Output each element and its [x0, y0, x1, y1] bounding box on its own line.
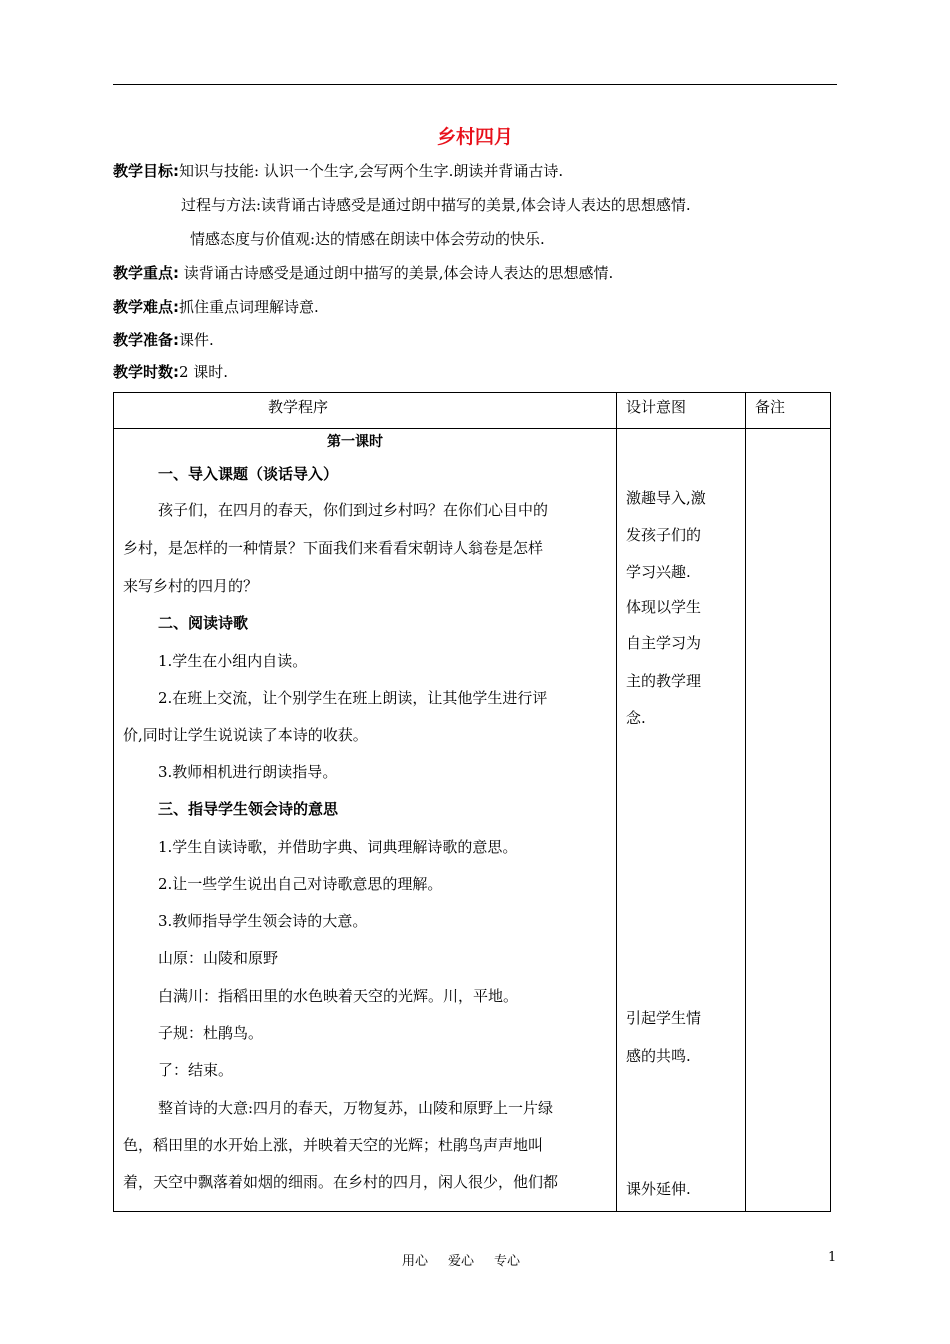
section-2-heading: 二、阅读诗歌 [158, 614, 249, 632]
difficulty-text: 抓住重点词理解诗意. [179, 298, 319, 316]
key-point-line [113, 262, 613, 283]
intent-1-line-6: 主的教学理 [626, 672, 702, 690]
footer-motto-3: 专心 [494, 1254, 521, 1269]
difficulty-label: 教学难点: [113, 298, 179, 316]
table-column-divider-1 [616, 392, 617, 1212]
key-point-label: 教学重点: [113, 264, 179, 282]
header-notes: 备注 [755, 398, 786, 416]
section-2-item-2-line-1: 2.在班上交流，让个别学生在班上朗读，让其他学生进行评 [158, 689, 548, 707]
intro-paragraph-line-3: 来写乡村的四月的？ [123, 577, 259, 595]
section-3-item-3: 3.教师指导学生领会诗的大意。 [158, 912, 368, 930]
objectives-label: 教学目标: [113, 162, 179, 180]
footer-motto-2: 爱心 [448, 1254, 475, 1269]
gloss-shanyuan: 山原：山陵和原野 [158, 949, 279, 967]
gloss-liao: 了：结束。 [158, 1061, 234, 1079]
hours-label: 教学时数: [113, 363, 179, 381]
table-header-divider [113, 428, 831, 429]
objectives-emotion: 情感态度与价值观:达的情感在朗读中体会劳动的快乐. [190, 230, 545, 248]
lesson-heading: 第一课时 [327, 434, 383, 450]
key-point-text: 读背诵古诗感受是通过朗中描写的美景,体会诗人表达的思想感情. [179, 264, 614, 282]
summary-line-2: 色，稻田里的水开始上涨，并映着天空的光辉；杜鹃鸟声声地叫 [123, 1136, 544, 1154]
section-2-item-1: 1.学生在小组内自读。 [158, 652, 308, 670]
section-2-item-2-line-2: 价,同时让学生说说读了本诗的收获。 [123, 726, 368, 744]
objectives-line [113, 160, 563, 181]
intent-1-line-4: 体现以学生 [626, 598, 702, 616]
section-1-heading: 一、导入课题（谈话导入） [158, 465, 339, 483]
table-column-divider-2 [745, 392, 746, 1212]
document-title: 乡村四月 [436, 126, 513, 148]
page-number: 1 [828, 1250, 837, 1265]
section-3-item-1: 1.学生自读诗歌，并借助字典、词典理解诗歌的意思。 [158, 838, 518, 856]
intent-1-line-3: 学习兴趣. [626, 563, 691, 581]
intro-paragraph-line-1: 孩子们，在四月的春天，你们到过乡村吗？在你们心目中的 [158, 501, 549, 519]
header-procedure: 教学程序 [268, 398, 329, 416]
header-rule [113, 84, 837, 85]
intent-1-line-2: 发孩子们的 [626, 526, 702, 544]
intro-paragraph-line-2: 乡村，是怎样的一种情景？下面我们来看看宋朝诗人翁卷是怎样 [123, 539, 544, 557]
hours-line [113, 361, 228, 382]
intent-3: 课外延伸. [626, 1180, 691, 1198]
gloss-baimanchuan: 白满川：指稻田里的水色映着天空的光辉。川，平地。 [158, 987, 519, 1005]
objectives-process: 过程与方法:读背诵古诗感受是通过朗中描写的美景,体会诗人表达的思想感情. [181, 196, 691, 214]
preparation-line [113, 329, 214, 350]
header-intent: 设计意图 [626, 398, 687, 416]
footer-motto-1: 用心 [402, 1254, 429, 1269]
difficulty-line [113, 296, 319, 317]
intent-1-line-1: 激趣导入,激 [626, 489, 706, 507]
summary-line-1: 整首诗的大意:四月的春天，万物复苏，山陵和原野上一片绿 [158, 1099, 554, 1117]
gloss-zigui: 子规：杜鹃鸟。 [158, 1024, 264, 1042]
intent-2-line-2: 感的共鸣. [626, 1047, 691, 1065]
hours-text: 2 课时. [179, 363, 229, 381]
intent-1-line-5: 自主学习为 [626, 634, 702, 652]
preparation-label: 教学准备: [113, 331, 179, 349]
section-2-item-3: 3.教师相机进行朗读指导。 [158, 763, 338, 781]
summary-line-3: 着，天空中飘落着如烟的细雨。在乡村的四月，闲人很少，他们都 [123, 1173, 559, 1191]
section-3-heading: 三、指导学生领会诗的意思 [158, 800, 339, 818]
section-3-item-2: 2.让一些学生说出自己对诗歌意思的理解。 [158, 875, 443, 893]
objectives-knowledge: 知识与技能: 认识一个生字,会写两个生字.朗读并背诵古诗. [179, 162, 564, 180]
intent-2-line-1: 引起学生情 [626, 1009, 702, 1027]
intent-1-line-7: 念. [626, 709, 646, 727]
preparation-text: 课件. [179, 331, 214, 349]
